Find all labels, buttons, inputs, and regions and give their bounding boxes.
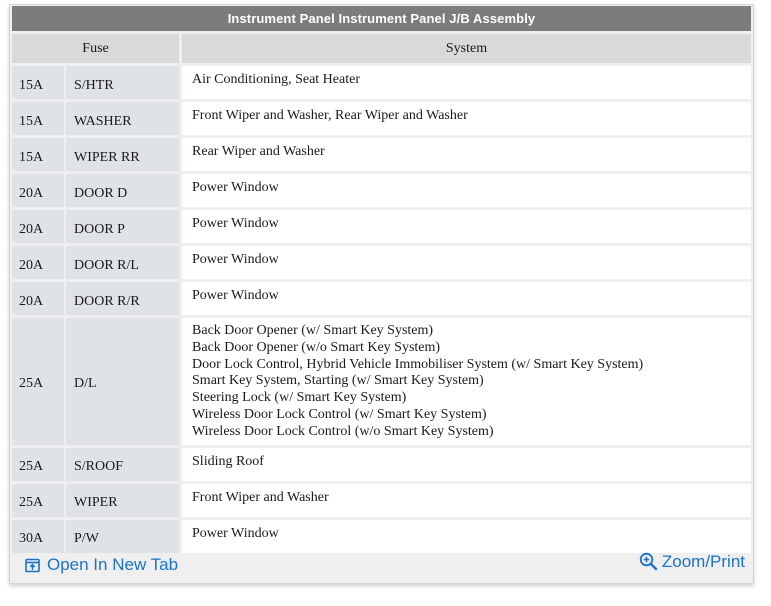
system-line: Smart Key System, Starting (w/ Smart Key System) (192, 373, 484, 389)
fuse-name (64, 102, 182, 135)
fuse-name-label: P/W (74, 531, 99, 547)
table-row (12, 282, 751, 315)
fuse-name (64, 520, 182, 553)
fuse-amperage (12, 138, 64, 171)
fuse-amperage-label: 15A (19, 77, 44, 93)
system-cell (182, 66, 751, 99)
fuse-amperage (12, 282, 64, 315)
table-row (12, 102, 751, 135)
fuse-amperage-label: 20A (19, 257, 44, 273)
zoom-print-link[interactable] (639, 552, 745, 572)
fuse-amperage (12, 448, 64, 481)
fuse-amperage (12, 318, 64, 445)
fuse-name (64, 210, 182, 243)
system-cell (182, 318, 751, 445)
header-fuse: Fuse (12, 34, 182, 63)
fuse-name (64, 318, 182, 445)
system-cell (182, 448, 751, 481)
fuse-name-label: D/L (74, 376, 97, 392)
fuse-name-label: DOOR D (74, 185, 128, 201)
table-footer (12, 551, 751, 581)
table-row (12, 246, 751, 279)
fuse-amperage-label: 20A (19, 221, 44, 237)
system-line: Front Wiper and Washer (192, 489, 329, 505)
fuse-amperage-label: 25A (19, 376, 44, 392)
table-row (12, 210, 751, 243)
system-cell (182, 282, 751, 315)
fuse-name-label: WIPER RR (74, 149, 140, 165)
fuse-name (64, 448, 182, 481)
zoom-in-icon (639, 552, 659, 572)
table-row (12, 484, 751, 517)
system-line: Air Conditioning, Seat Heater (192, 72, 360, 87)
fuse-amperage (12, 102, 64, 135)
system-cell (182, 138, 751, 171)
fuse-amperage-label: 30A (19, 531, 44, 547)
fuse-amperage (12, 66, 64, 99)
fuse-amperage-label: 25A (19, 459, 44, 475)
fuse-name (64, 138, 182, 171)
table-row (12, 174, 751, 207)
system-cell (182, 102, 751, 135)
system-line: Rear Wiper and Washer (192, 144, 325, 159)
fuse-name-label: WASHER (74, 113, 132, 129)
system-cell (182, 210, 751, 243)
fuse-amperage (12, 174, 64, 207)
fuse-name (64, 246, 182, 279)
system-cell (182, 520, 751, 553)
table-title: Instrument Panel Instrument Panel J/B Assembly (12, 6, 751, 31)
fuse-amperage (12, 484, 64, 517)
system-line: Wireless Door Lock Control (w/o Smart Key System) (192, 423, 494, 439)
system-line: Sliding Roof (192, 453, 264, 469)
fuse-amperage-label: 20A (19, 293, 44, 309)
system-line: Front Wiper and Washer, Rear Wiper and Washer (192, 108, 468, 123)
system-line: Power Window (192, 216, 279, 231)
open-in-new-tab-link[interactable] (25, 555, 178, 575)
system-line: Back Door Opener (w/ Smart Key System) (192, 323, 434, 338)
system-line: Back Door Opener (w/o Smart Key System) (192, 339, 441, 355)
fuse-name-label: S/HTR (74, 77, 114, 93)
fuse-name-label: DOOR R/R (74, 293, 140, 309)
fuse-amperage-label: 25A (19, 495, 44, 511)
zoom-print-label: Zoom/Print (661, 552, 745, 571)
fuse-name (64, 174, 182, 207)
fuse-name-label: WIPER (74, 495, 118, 511)
system-line: Wireless Door Lock Control (w/ Smart Key System) (192, 406, 487, 422)
fuse-name-label: DOOR R/L (74, 257, 139, 273)
system-line: Door Lock Control, Hybrid Vehicle Immobiliser System (w/ Smart Key System) (192, 356, 644, 372)
system-line: Power Window (192, 180, 279, 195)
fuse-amperage (12, 246, 64, 279)
system-line: Power Window (192, 525, 279, 541)
fuse-name-label: S/ROOF (74, 459, 124, 475)
fuse-table (12, 31, 751, 556)
open-in-new-tab-label: Open In New Tab (47, 555, 179, 574)
fuse-name (64, 66, 182, 99)
open-new-tab-icon (25, 558, 40, 573)
table-row (12, 448, 751, 481)
fuse-amperage-label: 15A (19, 149, 44, 165)
fuse-amperage (12, 210, 64, 243)
table-row (12, 66, 751, 99)
fuse-amperage (12, 520, 64, 553)
system-cell (182, 174, 751, 207)
system-line: Power Window (192, 288, 279, 303)
header-system: System (182, 34, 751, 63)
fuse-name (64, 484, 182, 517)
system-cell (182, 484, 751, 517)
system-cell (182, 246, 751, 279)
table-row (12, 318, 751, 445)
table-row (12, 138, 751, 171)
system-line: Steering Lock (w/ Smart Key System) (192, 390, 407, 406)
fuse-amperage-label: 15A (19, 113, 44, 129)
fuse-name-label: DOOR P (74, 221, 125, 237)
fuse-amperage-label: 20A (19, 185, 44, 201)
system-line: Power Window (192, 252, 279, 267)
fuse-name (64, 282, 182, 315)
table-row (12, 520, 751, 553)
